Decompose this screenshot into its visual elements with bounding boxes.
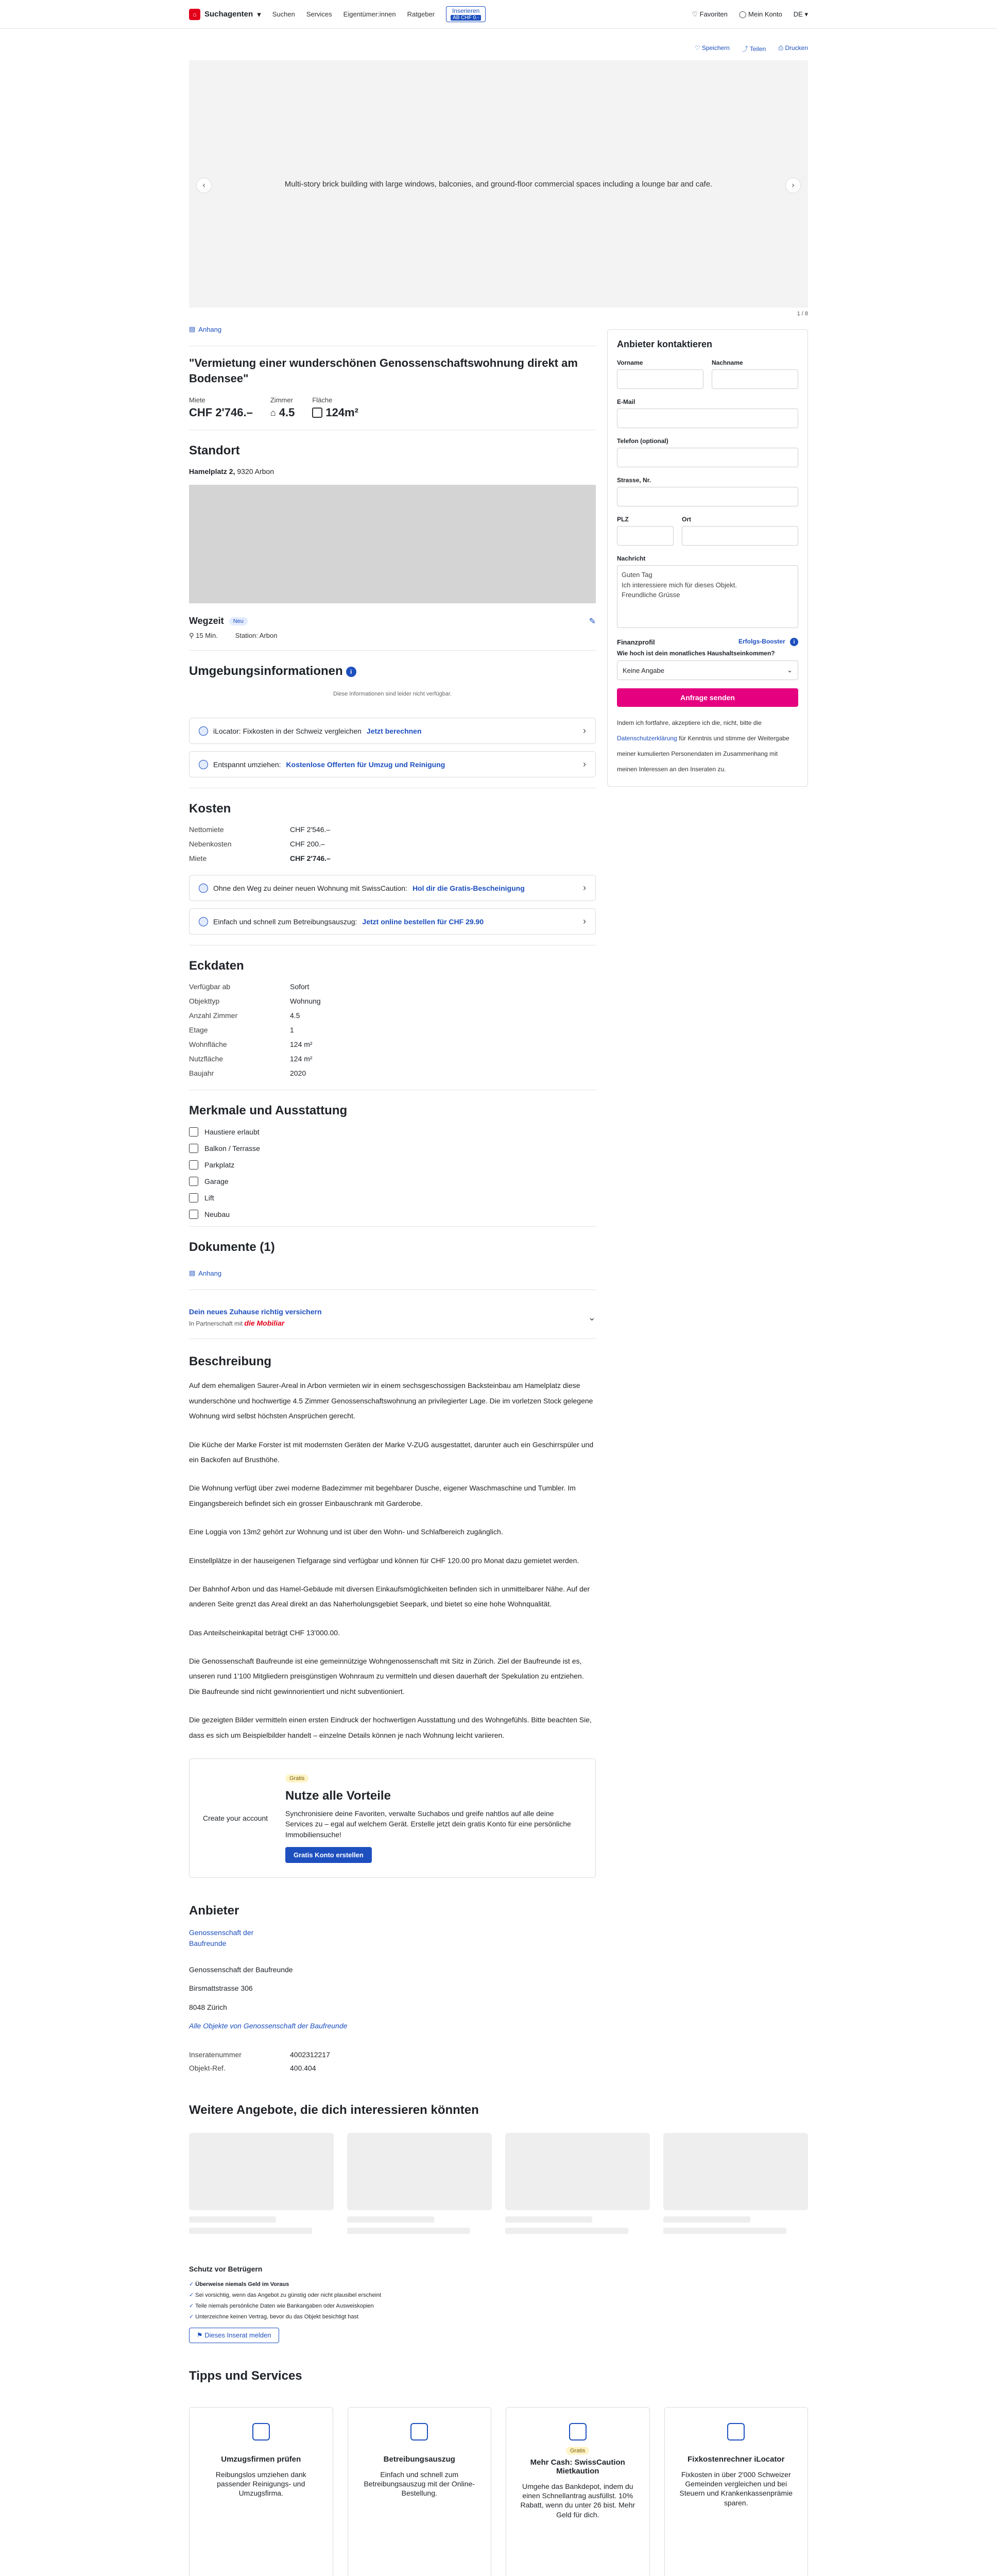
- nav-eigentuemer[interactable]: Eigentümer:innen: [343, 10, 396, 18]
- scam-protection: [189, 2265, 808, 2369]
- favorites-link[interactable]: [692, 10, 727, 19]
- finance-label: Finanzprofil: [617, 638, 655, 646]
- divider: [189, 650, 596, 651]
- map-icon: [727, 2423, 745, 2441]
- heart-icon: ♡: [692, 10, 698, 18]
- street-label: Strasse, Nr.: [617, 477, 651, 484]
- listing-title: "Vermietung einer wunderschönen Genossenschaftswohnung direkt am Bodensee": [189, 357, 578, 385]
- detail-key: Anzahl Zimmer: [189, 1011, 238, 1020]
- chevron-right-icon: ›: [792, 181, 795, 190]
- chevron-right-icon: ›: [583, 759, 586, 770]
- income-select-value: Keine Angabe: [623, 666, 664, 674]
- account-link[interactable]: [739, 10, 782, 19]
- feature-item: [189, 1127, 596, 1137]
- description-paragraph: Die Küche der Marke Forster ist mit modernsten Geräten der Marke V-ZUG ausgestattet, darunter auch ein Geschirrspüler und ein Backofen auf Brusthöhe.: [189, 1440, 594, 1464]
- insurance-sub: [189, 1319, 322, 1327]
- rent-kpi: [189, 396, 253, 419]
- description-paragraph: Die Wohnung verfügt über zwei moderne Badezimmer mit begehbarer Dusche, eigener Waschmaschine und Tumbler. Im Eingangsbereich befindet sich ein grosser Einbauschrank mit Garderobe.: [189, 1484, 576, 1507]
- pencil-icon[interactable]: ✎: [589, 617, 596, 626]
- scam-tip: ✓ Überweise niemals Geld im Voraus: [189, 2279, 808, 2290]
- feature-item: [189, 1193, 596, 1202]
- language-label: DE: [793, 10, 803, 18]
- info-icon: i: [790, 638, 798, 646]
- scam-tip: ✓ Sei vorsichtig, wenn das Angebot zu günstig oder nicht plausibel erscheint: [189, 2290, 808, 2301]
- detail-key: Nutzfläche: [189, 1055, 224, 1063]
- commute-time-value: 15 Min.: [196, 632, 218, 640]
- cost-value-total: CHF 2'746.–: [290, 854, 331, 863]
- tip-title: Mehr Cash: SwissCaution Mietkaution: [530, 2458, 625, 2476]
- environment-heading: [189, 664, 596, 679]
- feature-label: Garage: [204, 1177, 229, 1186]
- truck-icon: [199, 760, 208, 769]
- provider-logo[interactable]: Genossenschaft der Baufreunde: [189, 1928, 254, 1947]
- commute-place: Station: Arbon: [235, 632, 278, 640]
- tip-badge: Gratis: [566, 2447, 589, 2455]
- provider-ids: [189, 2050, 596, 2072]
- ilocator-promo[interactable]: [189, 718, 596, 744]
- chevron-down-icon: ▾: [257, 10, 261, 19]
- offer-image-placeholder: [663, 2133, 808, 2210]
- document-link[interactable]: [189, 1264, 596, 1283]
- nav-ratgeber[interactable]: Ratgeber: [407, 10, 435, 18]
- provider-city: 8048 Zürich: [189, 2003, 227, 2011]
- image-gallery[interactable]: [189, 60, 808, 308]
- documents-heading: Dokumente (1): [189, 1240, 275, 1255]
- report-listing-button[interactable]: [189, 2328, 279, 2343]
- chevron-right-icon: ›: [583, 916, 586, 927]
- detail-value: 4.5: [290, 1011, 300, 1020]
- tips-list: [189, 2407, 808, 2576]
- header-left: [189, 6, 486, 22]
- moving-promo[interactable]: [189, 751, 596, 777]
- environment-heading-text: Umgebungsinformationen: [189, 664, 343, 679]
- contact-heading: Anbieter kontaktieren: [617, 339, 713, 349]
- rooms-label: Zimmer: [270, 396, 293, 404]
- house-logo-icon: ⌂: [189, 9, 200, 20]
- new-building-icon: [189, 1210, 198, 1219]
- provider-address: [189, 1960, 596, 2036]
- firstname-label: Vorname: [617, 359, 643, 366]
- tip-title: Umzugsfirmen prüfen: [221, 2455, 301, 2464]
- map[interactable]: [189, 485, 596, 603]
- document-icon: [410, 2423, 428, 2441]
- description-paragraph: Einstellplätze in der hauseigenen Tiefgarage sind verfügbar und können für CHF 120.00 pro Monat dazu gemietet werden.: [189, 1556, 579, 1565]
- tips-heading: Tipps und Services: [189, 2369, 302, 2383]
- income-select[interactable]: [617, 660, 798, 680]
- consent-text-1: Indem ich fortfahre, akzeptiere ich die, nicht, bitte die: [617, 719, 762, 727]
- rooms-value: 4.5: [279, 406, 295, 419]
- finance-row: [617, 638, 798, 646]
- promo-link: Kostenlose Offerten für Umzug und Reinigung: [286, 760, 445, 769]
- costs-heading: Kosten: [189, 802, 231, 816]
- printer-icon: ⎙: [778, 44, 783, 52]
- box-icon: [252, 2423, 270, 2441]
- detail-value: 2020: [290, 1069, 306, 1078]
- zip-input[interactable]: [617, 526, 674, 546]
- details-table: [189, 982, 596, 1077]
- offer-card-skeleton[interactable]: [663, 2133, 808, 2239]
- cost-key: Nettomiete: [189, 825, 224, 834]
- message-textarea[interactable]: [617, 565, 798, 628]
- finance-booster-text: Erfolgs-Booster: [738, 638, 785, 646]
- info-icon[interactable]: i: [346, 667, 356, 677]
- offer-line-placeholder: [347, 2216, 434, 2223]
- register-text: Synchronisiere deine Favoriten, verwalte Suchabos und greife nahtlos auf alle deine Services zu – egal auf welchem Gerät. Erstelle jetzt dein gratis Konto für eine persönliche Immobiliensuche!: [285, 1809, 571, 1839]
- register-teaser: [189, 1758, 596, 1878]
- balcony-icon: [189, 1144, 198, 1153]
- nav-services[interactable]: Services: [306, 10, 332, 18]
- rent-label: Miete: [189, 396, 205, 404]
- id-key: Objekt-Ref.: [189, 2064, 226, 2073]
- promo-link: Jetzt online bestellen für CHF 29.90: [362, 917, 484, 926]
- favorites-label: Favoriten: [699, 10, 728, 18]
- commute-title: Wegzeit: [189, 616, 224, 626]
- feature-label: Haustiere erlaubt: [204, 1128, 260, 1137]
- provider-name: Genossenschaft der Baufreunde: [189, 1965, 293, 1974]
- header-right: [692, 10, 808, 19]
- language-select[interactable]: DE ▾: [793, 10, 808, 18]
- register-side-label: Create your account: [203, 1814, 268, 1822]
- offer-image-placeholder: [505, 2133, 650, 2210]
- offer-line-placeholder: [189, 2228, 312, 2234]
- inserieren-label: Inserieren: [452, 7, 480, 14]
- phone-input[interactable]: [617, 448, 798, 467]
- cost-key: Miete: [189, 854, 207, 863]
- tip-text: Einfach und schnell zum Betreibungsauszug mit der Online-Bestellung.: [364, 2470, 475, 2498]
- description-paragraph: Der Bahnhof Arbon und das Hamel-Gebäude mit diversen Einkaufsmöglichkeiten befinden sich in unmittelbarer Nähe. Auf der anderen Seite grenzt das Areal direkt an das Naherholungsgebiet Seepark, und bietet so eine hohe Wohnqualität.: [189, 1584, 590, 1608]
- lastname-label: Nachname: [712, 359, 743, 366]
- free-badge: Gratis: [285, 1774, 308, 1783]
- create-account-button[interactable]: Gratis Konto erstellen: [285, 1847, 372, 1863]
- offer-line-placeholder: [189, 2216, 276, 2223]
- logo-text: Suchagenten: [204, 10, 253, 19]
- document-label: Anhang: [198, 1269, 222, 1277]
- tip-card: [506, 2407, 650, 2576]
- tip-card: [348, 2407, 492, 2576]
- gallery-image-caption: Multi-story brick building with large windows, balconies, and ground-floor commercial spaces including a lounge bar and cafe.: [284, 179, 713, 189]
- parking-icon: [189, 1160, 198, 1170]
- flag-icon: ⚑: [197, 2331, 203, 2340]
- rent-value: CHF 2'746.–: [189, 406, 253, 419]
- message-label: Nachricht: [617, 555, 646, 562]
- new-badge: Neu: [229, 617, 248, 625]
- email-label: E-Mail: [617, 398, 635, 405]
- details-heading: Eckdaten: [189, 959, 244, 973]
- detail-key: Verfügbar ab: [189, 982, 231, 991]
- garage-icon: [189, 1177, 198, 1186]
- street-input[interactable]: [617, 487, 798, 506]
- site-header: [0, 0, 997, 29]
- chevron-left-icon: ‹: [202, 181, 205, 190]
- insurance-teaser[interactable]: [189, 1296, 596, 1339]
- feature-label: Parkplatz: [204, 1161, 235, 1170]
- detail-value: 1: [290, 1026, 294, 1035]
- tip-text: Umgehe das Bankdepot, indem du einen Schnellantrag ausfüllst. 10% Rabatt, wenn du unter 26 bist. Mehr Geld für dich.: [520, 2482, 635, 2519]
- calculator-icon: [199, 726, 208, 736]
- lastname-input[interactable]: [712, 369, 798, 389]
- scam-tip: ✓ Unterzeichne keinen Vertrag, bevor du das Objekt besichtigt hast: [189, 2312, 808, 2323]
- logo[interactable]: [189, 9, 261, 20]
- divider: [189, 1226, 596, 1227]
- description-heading: Beschreibung: [189, 1354, 272, 1369]
- gallery-next-button[interactable]: [785, 178, 801, 193]
- description-paragraph: Auf dem ehemaligen Saurer-Areal in Arbon vermieten wir in einem sechsgeschossigen Backsteinbau am Hamelplatz diese wunderschöne und hochwertige 4.5 Zimmer Genossenschaftswohnung an privilegierter Lage. Die im vorletzen Stock gelegene Wohnung wird selbst höchsten Ansprüchen gerecht.: [189, 1381, 593, 1420]
- chevron-right-icon: ›: [583, 725, 586, 736]
- key-figures: [189, 396, 596, 419]
- description-paragraph: Die Genossenschaft Baufreunde ist eine gemeinnützige Wohngenossenschaft mit Sitz in Zürich. Ziel der Baufreunde ist es, unseren rund 1'100 Mitgliedern preisgünstigen Wohnraum zu vermitteln und diesen dauerhaft der Spekulation zu entziehen. Die Baufreunde sind nicht gewinnorientiert und nicht subventioniert.: [189, 1657, 584, 1696]
- insurance-title: Dein neues Zuhause richtig versichern: [189, 1308, 322, 1316]
- save-button[interactable]: [695, 44, 730, 53]
- document-icon: ▤: [189, 325, 196, 333]
- bed-icon: ⌂: [270, 407, 276, 418]
- shield-icon: [569, 2423, 587, 2441]
- nav-suchen[interactable]: Suchen: [272, 10, 295, 18]
- walk-icon: ⚲: [189, 632, 194, 640]
- report-label: Dieses Inserat melden: [204, 2331, 271, 2340]
- phone-label: Telefon (optional): [617, 437, 668, 445]
- feature-item: [189, 1177, 596, 1186]
- offer-line-placeholder: [663, 2228, 786, 2234]
- area-label: Fläche: [312, 396, 333, 404]
- share-label: Teilen: [750, 45, 766, 53]
- document-icon: ▤: [189, 1269, 196, 1277]
- cost-key: Nebenkosten: [189, 840, 232, 849]
- detail-value: 124 m²: [290, 1040, 313, 1049]
- promo-text: iLocator: Fixkosten in der Schweiz vergleichen: [213, 726, 362, 735]
- features-heading: Merkmale und Ausstattung: [189, 1104, 348, 1118]
- chevron-down-icon: ⌄: [588, 1312, 596, 1323]
- offer-image-placeholder: [189, 2133, 334, 2210]
- id-key: Inseratenummer: [189, 2050, 242, 2059]
- tip-text: Fixkosten in über 2'000 Schweizer Gemeinden vergleichen und bei Steuern und Krankenkassenprämie sparen.: [679, 2470, 793, 2507]
- gallery-counter: 1 / 8: [797, 311, 808, 317]
- tip-title: Fixkostenrechner iLocator: [687, 2455, 785, 2464]
- register-title: Nutze alle Vorteile: [285, 1789, 391, 1803]
- inserieren-price: AB CHF 0.-: [451, 15, 481, 21]
- zip-label: PLZ: [617, 516, 629, 523]
- place-label: Ort: [682, 516, 691, 523]
- rooms-kpi: [270, 396, 295, 419]
- email-input[interactable]: [617, 409, 798, 428]
- elevator-icon: [189, 1193, 198, 1202]
- feature-item: [189, 1144, 596, 1153]
- user-icon: ◯: [738, 10, 747, 18]
- commute-header: [189, 616, 596, 626]
- income-question: Wie hoch ist dein monatliches Haushaltseinkommen?: [617, 650, 775, 657]
- offer-card-skeleton[interactable]: [189, 2133, 334, 2239]
- detail-value: Wohnung: [290, 997, 321, 1006]
- heart-icon: ♡: [694, 44, 700, 52]
- detail-key: Wohnfläche: [189, 1040, 227, 1049]
- promo-link: Jetzt berechnen: [366, 726, 422, 735]
- feature-label: Neubau: [204, 1210, 230, 1219]
- print-button[interactable]: [778, 44, 808, 53]
- area-kpi: [312, 396, 358, 419]
- area-icon: [312, 408, 322, 418]
- provider-heading: Anbieter: [189, 1903, 239, 1918]
- main-content: [189, 320, 596, 2098]
- place-input[interactable]: [682, 526, 798, 546]
- document-icon: [199, 917, 208, 926]
- offer-card-skeleton[interactable]: [505, 2133, 650, 2239]
- detail-key: Etage: [189, 1026, 208, 1035]
- tip-title: Betreibungsauszug: [383, 2455, 455, 2464]
- promo-link: Hol dir die Gratis-Bescheinigung: [412, 884, 525, 892]
- firstname-input[interactable]: [617, 369, 703, 389]
- offer-line-placeholder: [505, 2216, 592, 2223]
- offer-line-placeholder: [347, 2228, 470, 2234]
- mobiliar-logo: die Mobiliar: [244, 1319, 285, 1328]
- swisscaution-promo[interactable]: [189, 875, 596, 901]
- address: [189, 467, 596, 476]
- environment-note: Diese Informationen sind leider nicht verfügbar.: [333, 691, 452, 698]
- paw-icon: [189, 1127, 198, 1137]
- scam-heading: Schutz vor Betrügern: [189, 2265, 263, 2274]
- save-label: Speichern: [701, 44, 730, 52]
- description-paragraph: Eine Loggia von 13m2 gehört zur Wohnung und ist über den Wohn- und Schlafbereich zugänglich.: [189, 1528, 503, 1536]
- description-paragraph: Das Anteilscheinkapital beträgt CHF 13'000.00.: [189, 1628, 340, 1637]
- id-value: 400.404: [290, 2064, 316, 2073]
- commute-time: [189, 632, 218, 640]
- feature-label: Lift: [204, 1194, 214, 1202]
- listing-actions: [189, 29, 808, 60]
- feature-item: [189, 1160, 596, 1170]
- tip-card: [189, 2407, 333, 2576]
- shield-icon: [199, 884, 208, 893]
- detail-key: Objekttyp: [189, 997, 220, 1006]
- detail-value: 124 m²: [290, 1055, 313, 1063]
- offer-line-placeholder: [505, 2228, 628, 2234]
- tip-card: [664, 2407, 809, 2576]
- chevron-right-icon: ›: [583, 883, 586, 893]
- attachment-label: Anhang: [198, 325, 222, 333]
- share-button[interactable]: [742, 44, 766, 53]
- costs-table: [189, 825, 596, 862]
- cost-value: CHF 2'546.–: [290, 825, 331, 834]
- send-inquiry-button[interactable]: Anfrage senden: [617, 688, 798, 707]
- debt-extract-promo[interactable]: [189, 908, 596, 935]
- description-text: [189, 1378, 596, 1743]
- contact-form: [607, 329, 808, 787]
- id-value: 4002312217: [290, 2050, 330, 2059]
- offer-line-placeholder: [663, 2216, 750, 2223]
- consent-text: [617, 715, 798, 777]
- offers-list: [189, 2133, 808, 2239]
- promo-text: Ohne den Weg zu deiner neuen Wohnung mit SwissCaution:: [213, 884, 407, 892]
- page-container: [189, 29, 808, 2576]
- sidebar: [607, 320, 808, 787]
- provider-street: Birsmattstrasse 306: [189, 1984, 253, 1993]
- promo-text: Entspannt umziehen:: [213, 760, 281, 769]
- account-label: Mein Konto: [748, 10, 782, 18]
- privacy-link[interactable]: Datenschutzerklärung: [617, 735, 677, 742]
- cost-value: CHF 200.–: [290, 840, 325, 849]
- inserieren-button[interactable]: [446, 6, 486, 22]
- feature-item: [189, 1210, 596, 1219]
- offer-card-skeleton[interactable]: [347, 2133, 492, 2239]
- provider-all-listings-link[interactable]: Alle Objekte von Genossenschaft der Baufreunde: [189, 2022, 348, 2030]
- feature-label: Balkon / Terrasse: [204, 1144, 260, 1153]
- insurance-partner-label: In Partnerschaft mit: [189, 1320, 243, 1328]
- area-value: 124m²: [325, 406, 358, 419]
- offers-heading: Weitere Angebote, die dich interessieren könnten: [189, 2103, 479, 2117]
- main-layout: [189, 320, 808, 2098]
- share-icon: ⤴: [742, 45, 748, 53]
- location-heading: Standort: [189, 444, 240, 458]
- scam-tip: ✓ Teile niemals persönliche Daten wie Bankangaben oder Ausweiskopien: [189, 2301, 808, 2312]
- gallery-prev-button[interactable]: [196, 178, 212, 193]
- detail-key: Baujahr: [189, 1069, 214, 1078]
- offer-image-placeholder: [347, 2133, 492, 2210]
- chevron-down-icon: ⌄: [787, 666, 793, 674]
- finance-booster-link[interactable]: [738, 638, 798, 646]
- tip-text: Reibungslos umziehen dank passender Reinigungs- und Umzugsfirma.: [215, 2470, 306, 2498]
- commute-row: [189, 632, 596, 640]
- address-street: Hamelplatz 2,: [189, 467, 235, 476]
- description-paragraph: Die gezeigten Bilder vermitteln einen ersten Eindruck der hochwertigen Ausstattung und des Wohngefühls. Bitte beachten Sie, dass es sich um Beispielbilder handelt – einzelne Details können je nach Wohnung leicht variieren.: [189, 1716, 592, 1739]
- consent-text-2: für Kenntnis und stimme der Weitergabe meiner kumulierten Personendaten im Zusammenhang mit meinen Interessen an den Inseraten zu.: [617, 735, 789, 773]
- promo-text: Einfach und schnell zum Betreibungsauszug:: [213, 917, 357, 926]
- address-city: 9320 Arbon: [237, 467, 274, 476]
- attachment-link[interactable]: [189, 320, 596, 340]
- detail-value: Sofort: [290, 982, 310, 991]
- print-label: Drucken: [785, 44, 808, 52]
